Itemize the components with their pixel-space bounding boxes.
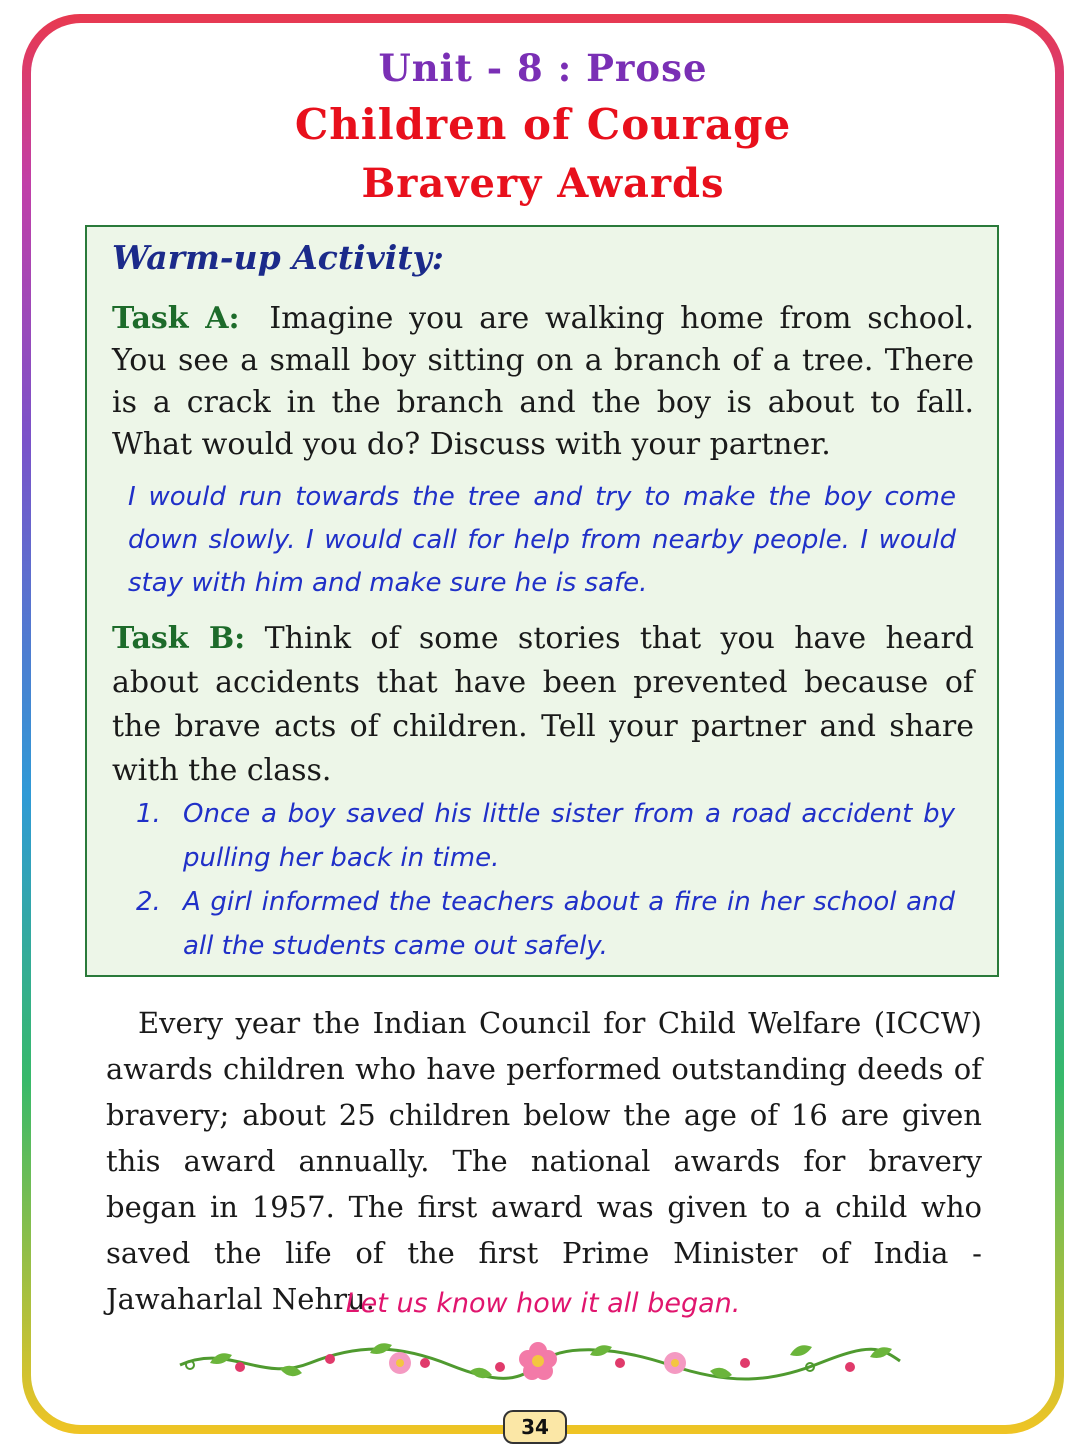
flower-vine-icon [170, 1333, 910, 1393]
task-b [112, 617, 974, 793]
chapter-subtitle: Bravery Awards [361, 160, 725, 207]
answer-text: A girl informed the teachers about a fire in her school and all the students came out safely. [183, 887, 955, 961]
task-a [112, 298, 974, 466]
answer-text: Once a boy saved his little sister from a road accident by pulling her back in time. [183, 799, 955, 873]
task-a-answer: I would run towards the tree and try to make the boy come down slowly. I would call for help from nearby people. I would stay with him and make sure he is safe. [128, 482, 956, 598]
warmup-heading: Warm-up Activity: [112, 238, 444, 277]
closing-line: Let us know how it all began. [345, 1288, 741, 1319]
body-paragraph: Every year the Indian Council for Child Welfare (ICCW) awards children who have performed outstanding deeds of bravery; about 25 children below the age of 16 are given this award annually. The national awards for bravery began in 1957. The first award was given to a child who saved the life of the first Prime Minister of India - Jawaharlal Nehru. [106, 1006, 982, 1316]
task-b-text: Think of some stories that you have heard about accidents that have been prevented because of the brave acts of children. Tell your partner and share with the class. [112, 621, 974, 788]
task-a-text: Imagine you are walking home from school. You see a small boy sitting on a branch of a tree. There is a crack in the branch and the boy is about to fall. What would you do? Discuss with your partner. [112, 301, 974, 462]
chapter-title: Children of Courage [294, 100, 792, 149]
page-number: 34 [503, 1410, 567, 1444]
task-a-label: Task A: [112, 301, 240, 336]
answer-number: 1. [136, 799, 161, 829]
answer-number: 2. [136, 887, 161, 917]
unit-heading: Unit - 8 : Prose [378, 46, 708, 90]
task-b-label: Task B: [112, 621, 246, 656]
